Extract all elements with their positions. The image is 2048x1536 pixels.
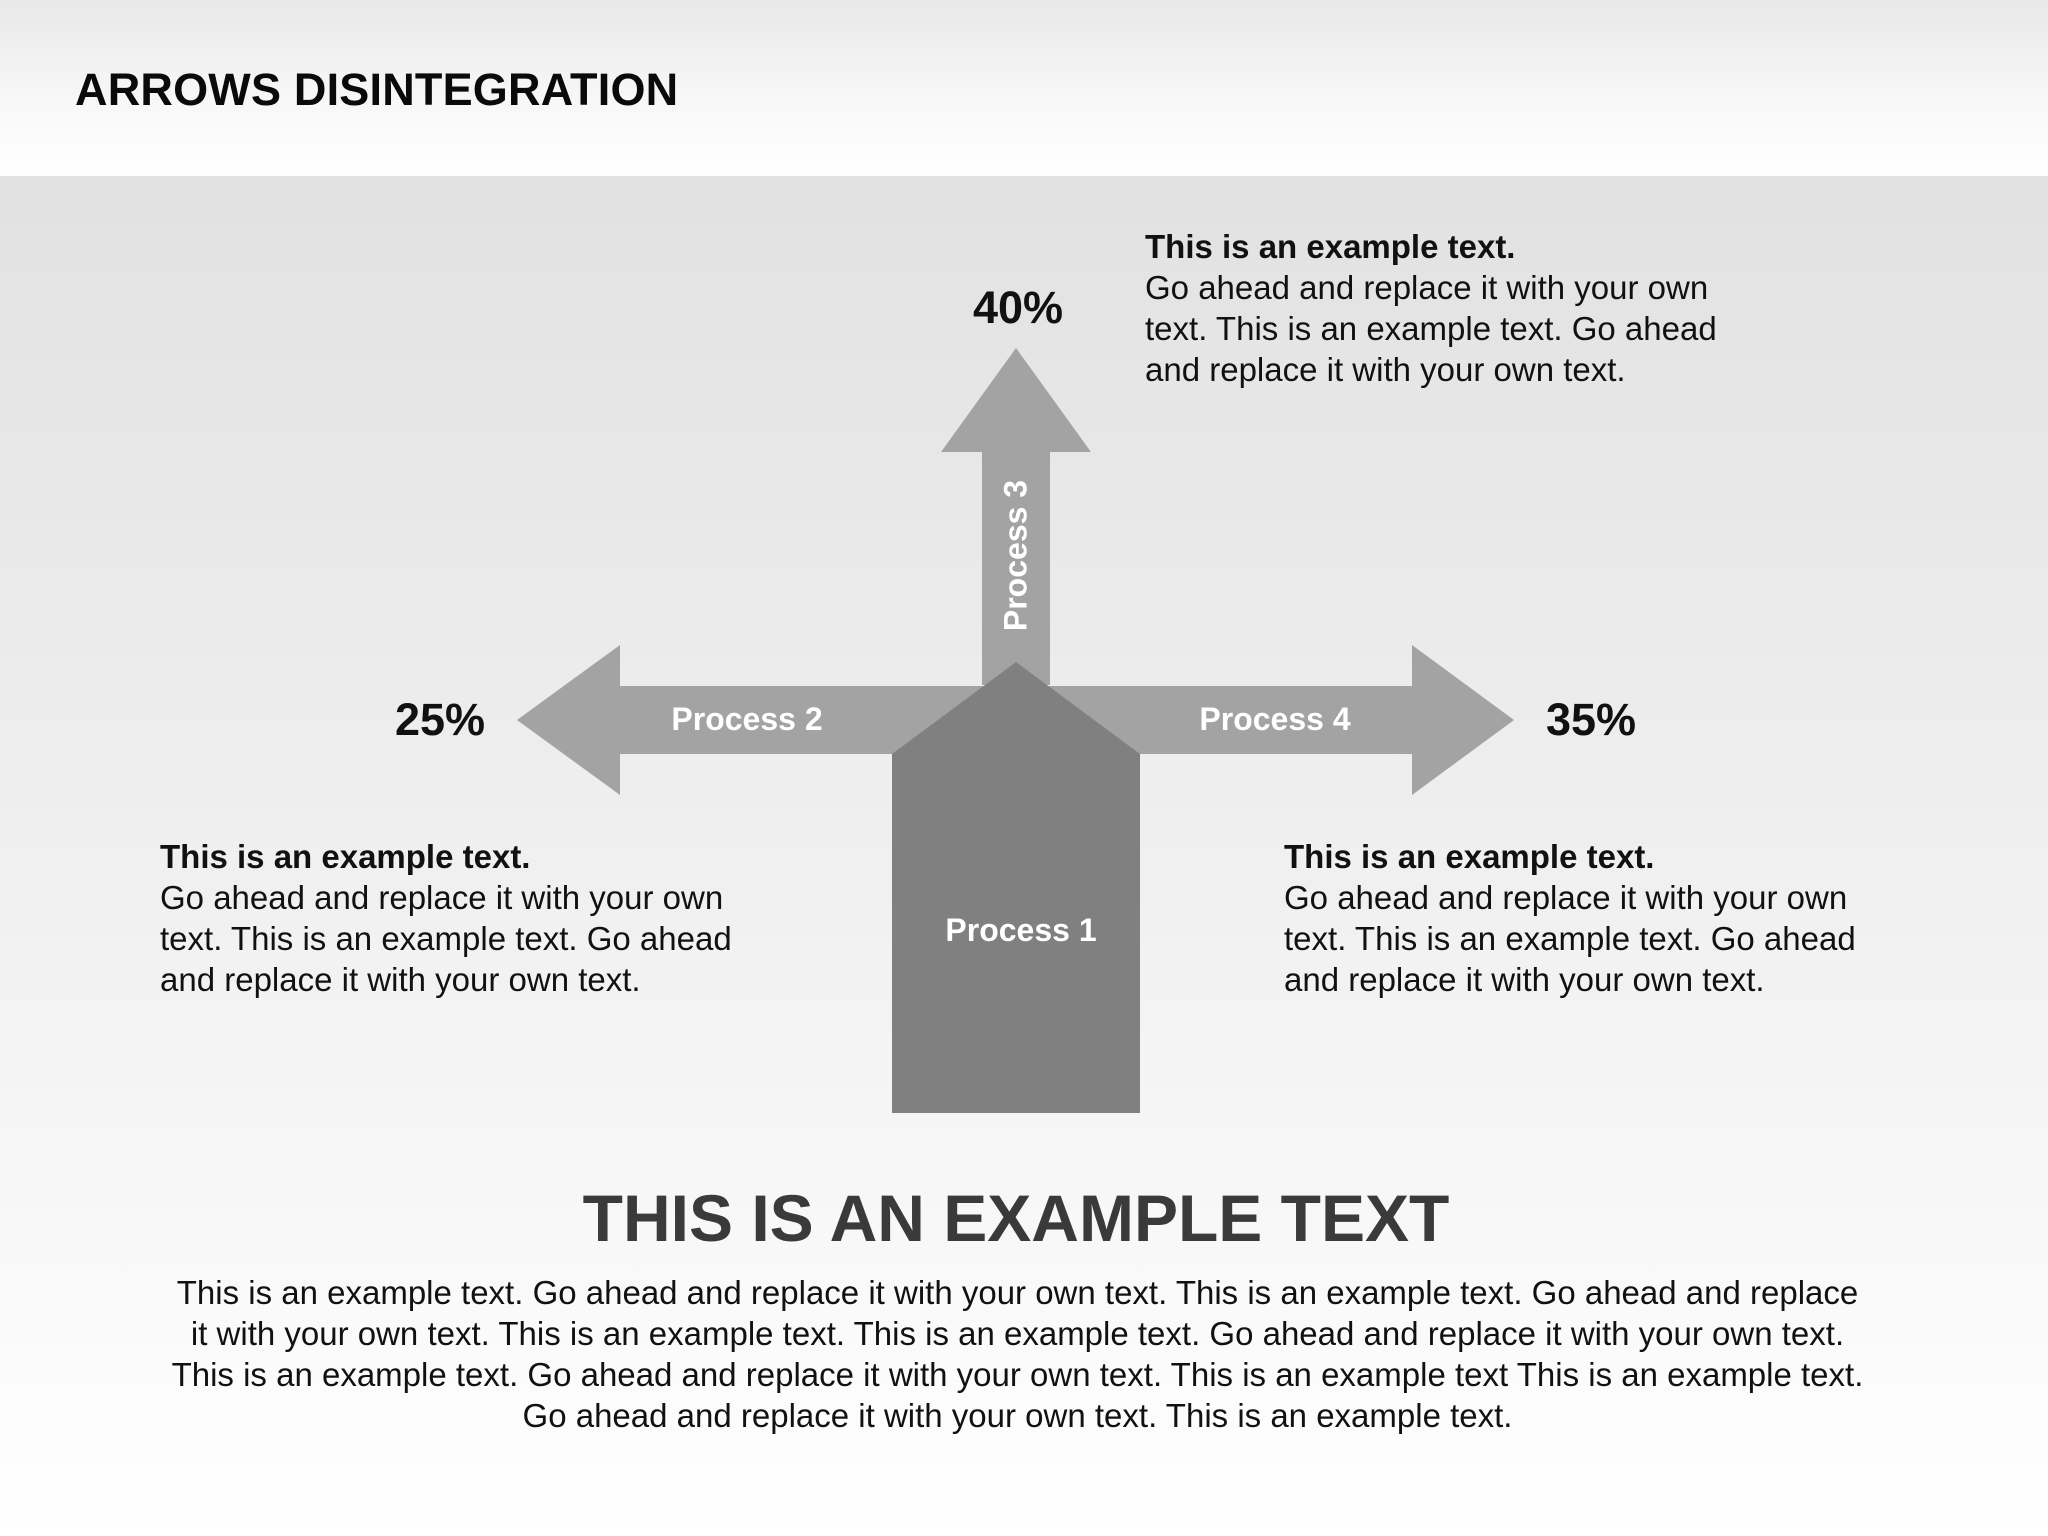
slide-title: ARROWS DISINTEGRATION <box>75 64 679 115</box>
footer-heading: THIS IS AN EXAMPLE TEXT <box>582 1181 1450 1255</box>
callout-top-heading: This is an example text. <box>1145 228 1516 265</box>
process-3-label: Process 3 <box>997 479 1034 632</box>
callout-right-heading: This is an example text. <box>1284 838 1655 875</box>
callout-top-body: Go ahead and replace it with your own text. This is an example text. Go ahead and replace it with your own text. <box>1145 269 1717 388</box>
callout-left <box>160 836 780 1000</box>
footer-body: This is an example text. Go ahead and replace it with your own text. This is an example text. Go ahead and replace it with your own text. This is an example text. This is an example text. Go ahead and replace it with your own text. This is an example text. Go ahead and replace it with your own text. This is an example text This is an example text. Go ahead and replace it with your own text. This is an example text. <box>171 1274 1864 1434</box>
process-2-percent: 25% <box>395 694 486 745</box>
process-4-percent: 35% <box>1546 694 1637 745</box>
callout-left-heading: This is an example text. <box>160 838 531 875</box>
callout-right-body: Go ahead and replace it with your own text. This is an example text. Go ahead and replace it with your own text. <box>1284 879 1856 998</box>
process-4-label: Process 4 <box>1199 701 1351 737</box>
callout-right <box>1284 836 1904 1000</box>
process-1-label: Process 1 <box>945 912 1097 948</box>
callout-top <box>1145 226 1765 390</box>
callout-left-body: Go ahead and replace it with your own text. This is an example text. Go ahead and replace it with your own text. <box>160 879 732 998</box>
process-3-percent: 40% <box>973 282 1064 333</box>
process-2-label: Process 2 <box>671 701 823 737</box>
process-1-shape <box>892 662 1140 1113</box>
